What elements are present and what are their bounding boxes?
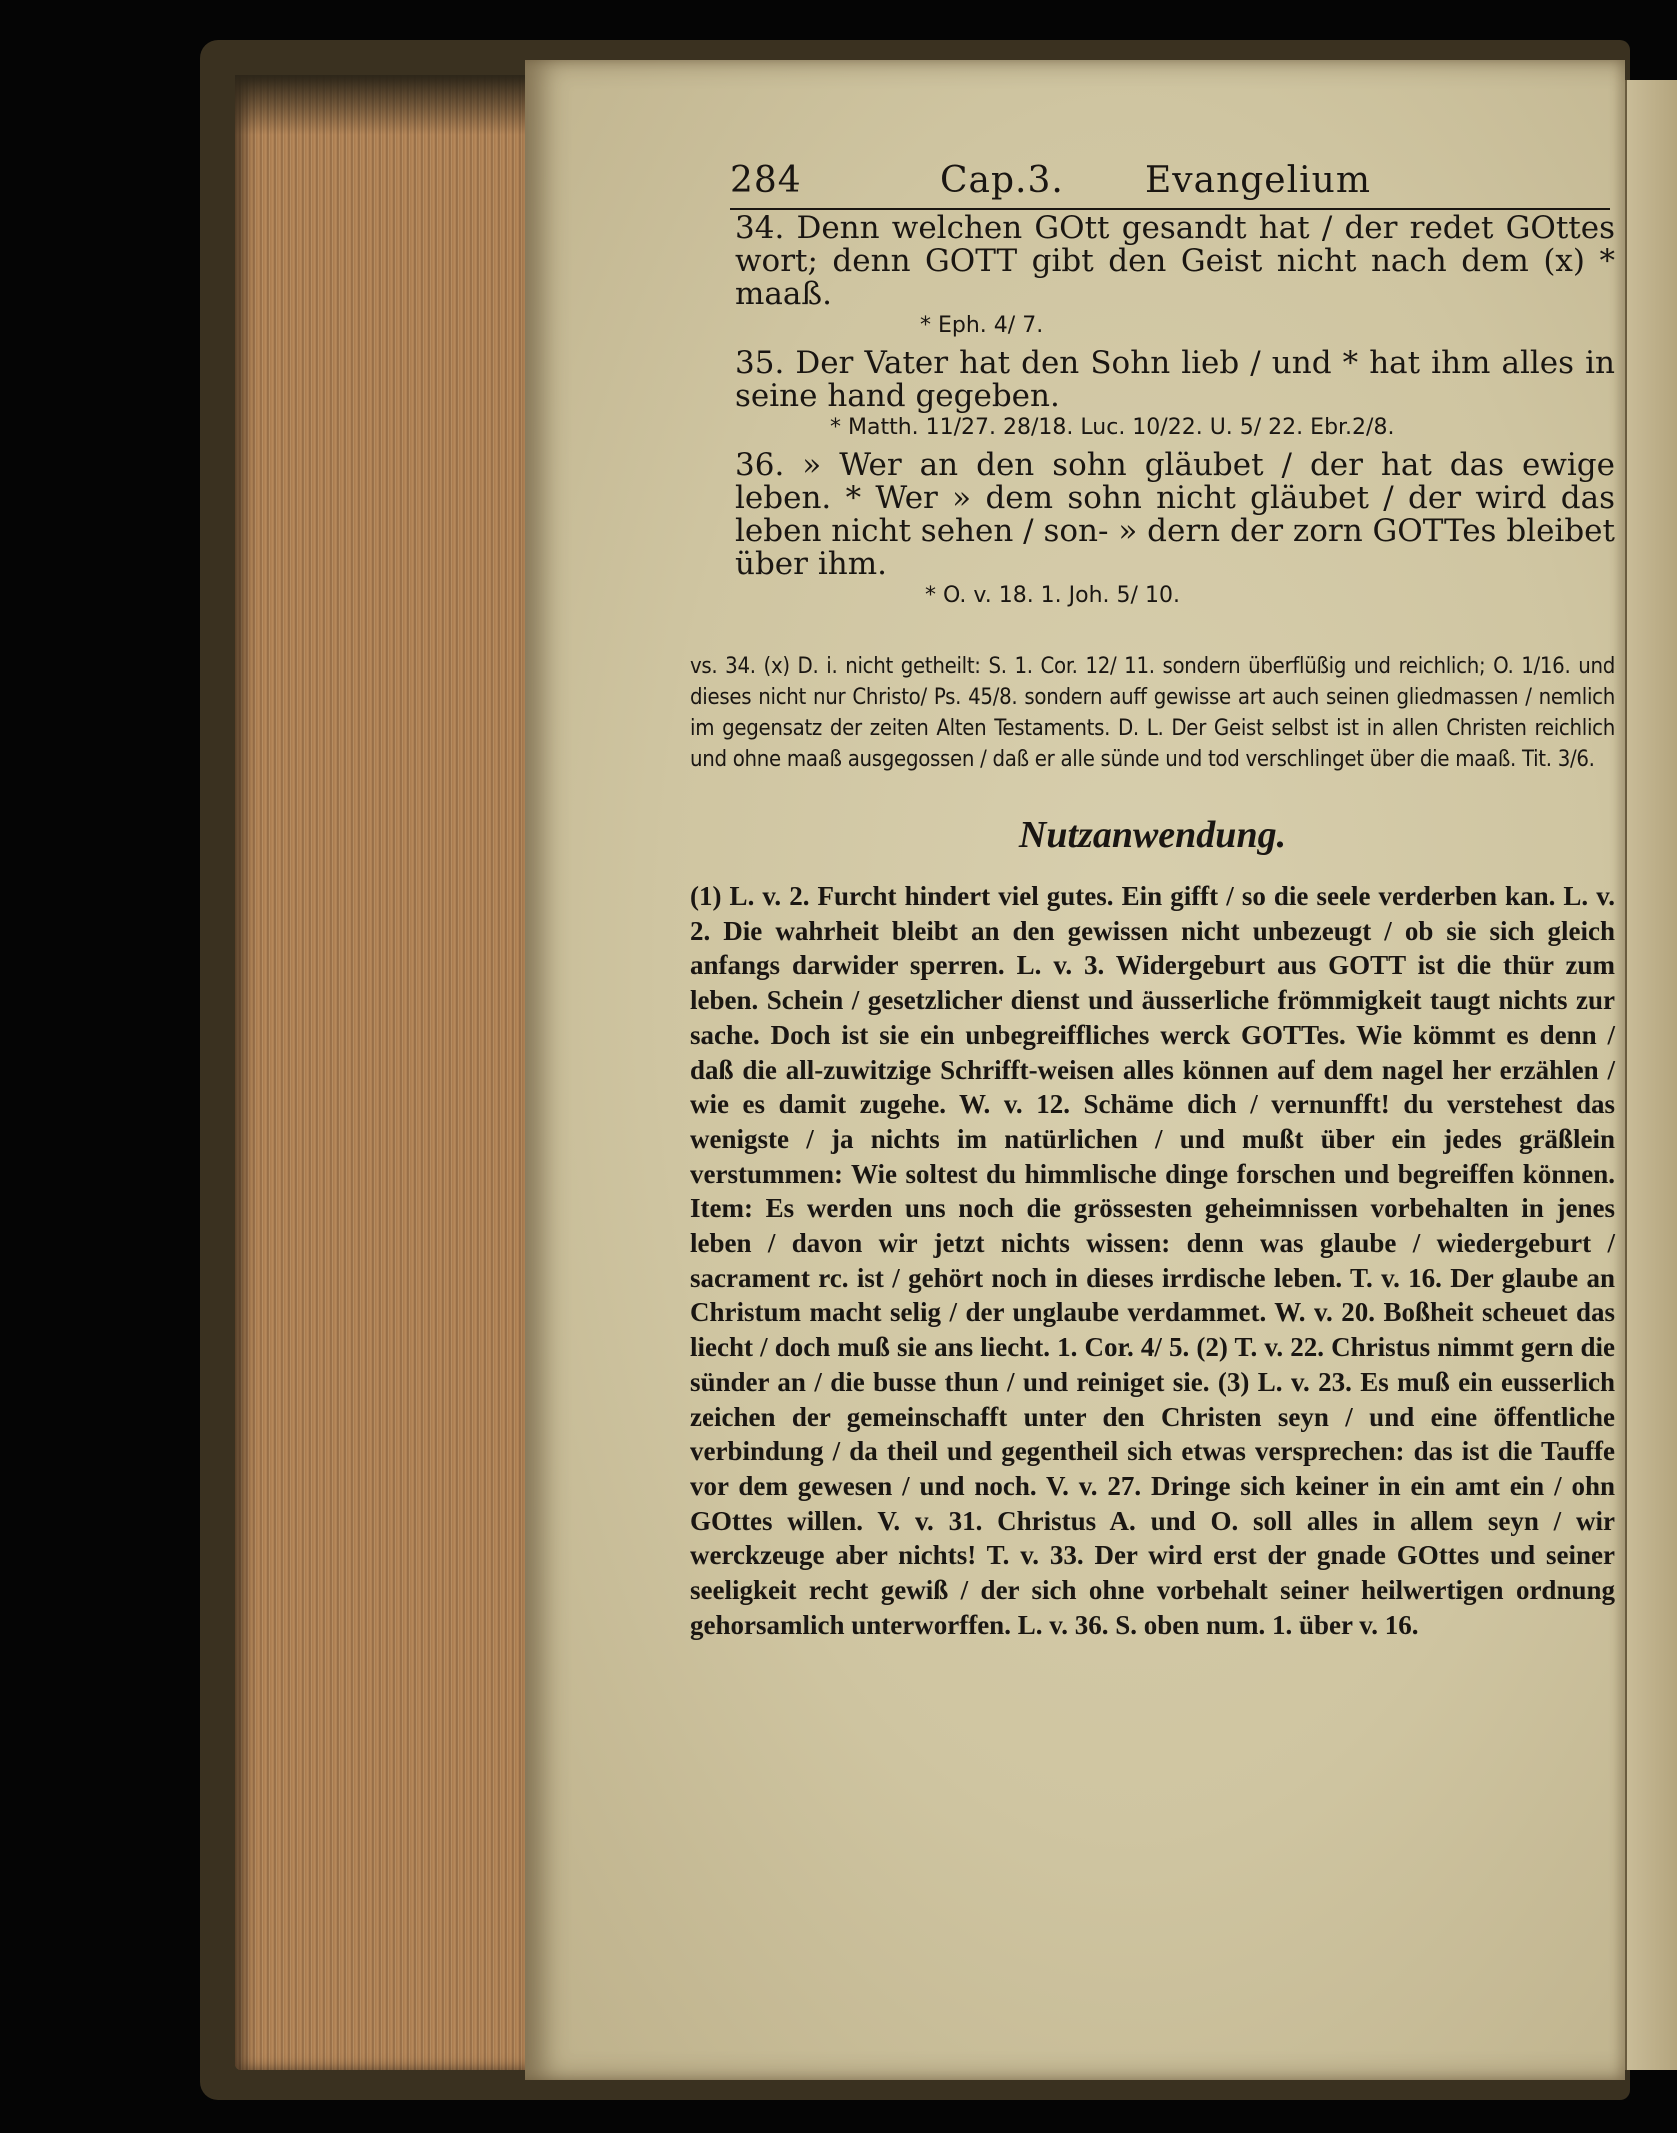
page-content xyxy=(690,160,1615,1642)
page-edges xyxy=(235,75,525,2070)
footnote: vs. 34. (x) D. i. nicht getheilt: S. 1. Cor. 12/ 11. sondern überflüßig und reichlich; O. 1/16. und dieses nicht nur Christo/ Ps. 45/8. sondern auff gewisse art auch seinen gliedmassen / nemlich im gegensatz der zeiten Alten Testaments. D. L. Der Geist selbst ist in allen Christen reichlich und ohne maaß ausgegossen / daß er alle sünde und tod verschlinget über die maaß. Tit. 3/6. xyxy=(690,654,1615,772)
running-header xyxy=(690,160,1615,212)
application-text: (1) L. v. 2. Furcht hindert viel gutes. Ein gifft / so die seele verderben kan. L. v. 2. Die wahrheit bleibt an den gewissen nicht unbezeugt / ob sie sich gleich anfangs darwider sperren. L. v. 3. Widergeburt aus GOTT ist die thür zum leben. Schein / gesetzlicher dienst und äusserliche frömmigkeit taugt nichts zur sache. Doch ist sie ein unbegreiffliches werck GOTTes. Wie kömmt es denn / daß die all-zuwitzige Schrifft-weisen alles können auf dem nagel her erzählen / wie es damit zugehe. W. v. 12. Schäme dich / vernunfft! du verstehest das wenigste / ja nichts im natürlichen / und mußt über ein jedes gräßlein verstummen: Wie soltest du himmlische dinge forschen und begreiffen können. Item: Es werden uns noch die grössesten geheimnissen vorbehalten in jenes leben / davon wir jetzt nichts wissen: denn was glaube / wiedergeburt / sacrament rc. ist / gehört noch in dieses irrdische leben. T. v. 16. Der glaube an Christum macht selig / der unglaube verdammet. W. v. 20. Boßheit scheuet das liecht / doch muß sie ans liecht. 1. Cor. 4/ 5. (2) T. v. 22. Christus nimmt gern die sünder an / die busse thun / und reiniget sie. (3) L. v. 23. Es muß ein eusserlich zeichen der gemeinschafft unter den Christen seyn / und eine öffentliche verbindung / da theil und gegentheil sich etwas versprechen: das ist die Tauffe vor dem gewesen / und noch. V. v. 27. Dringe sich keiner in ein amt ein / ohn GOttes willen. V. v. 31. Christus A. und O. soll alles in allem seyn / wir werckzeuge aber nichts! T. v. 33. Der wird erst der gnade GOttes und seiner seeligkeit recht gewiß / der sich ohne vorbehalt seiner heilwertigen ordnung gehorsamlich unterworffen. L. v. 36. S. oben num. 1. über v. 16. xyxy=(690,881,1615,1640)
verse-36: 36. » Wer an den sohn gläubet / der hat das ewige leben. * Wer » dem sohn nicht gläubet / der wird das leben nicht sehen / son- » dern der zorn GOTTes bleibet über ihm. xyxy=(735,447,1615,582)
verse-35-reference: * Matth. 11/27. 28/18. Luc. 10/22. U. 5/ 22. Ebr.2/8. xyxy=(830,415,1395,440)
verse-35: 35. Der Vater hat den Sohn lieb / und * hat ihm alles in seine hand gegeben. xyxy=(735,345,1615,414)
chapter-label: Cap.3. xyxy=(940,160,1064,201)
page-number: 284 xyxy=(730,160,802,201)
header-rule xyxy=(730,208,1610,210)
verse-34-reference: * Eph. 4/ 7. xyxy=(920,313,1044,338)
facing-page-edge xyxy=(1625,80,1677,2070)
section-title: Nutzanwendung. xyxy=(1018,814,1287,856)
verse-36-reference: * O. v. 18. 1. Joh. 5/ 10. xyxy=(925,583,1180,608)
verse-34: 34. Denn welchen GOtt gesandt hat / der redet GOttes wort; denn GOTT gibt den Geist nicht nach dem (x) * maaß. xyxy=(735,210,1615,312)
running-title: Evangelium xyxy=(1145,160,1371,201)
